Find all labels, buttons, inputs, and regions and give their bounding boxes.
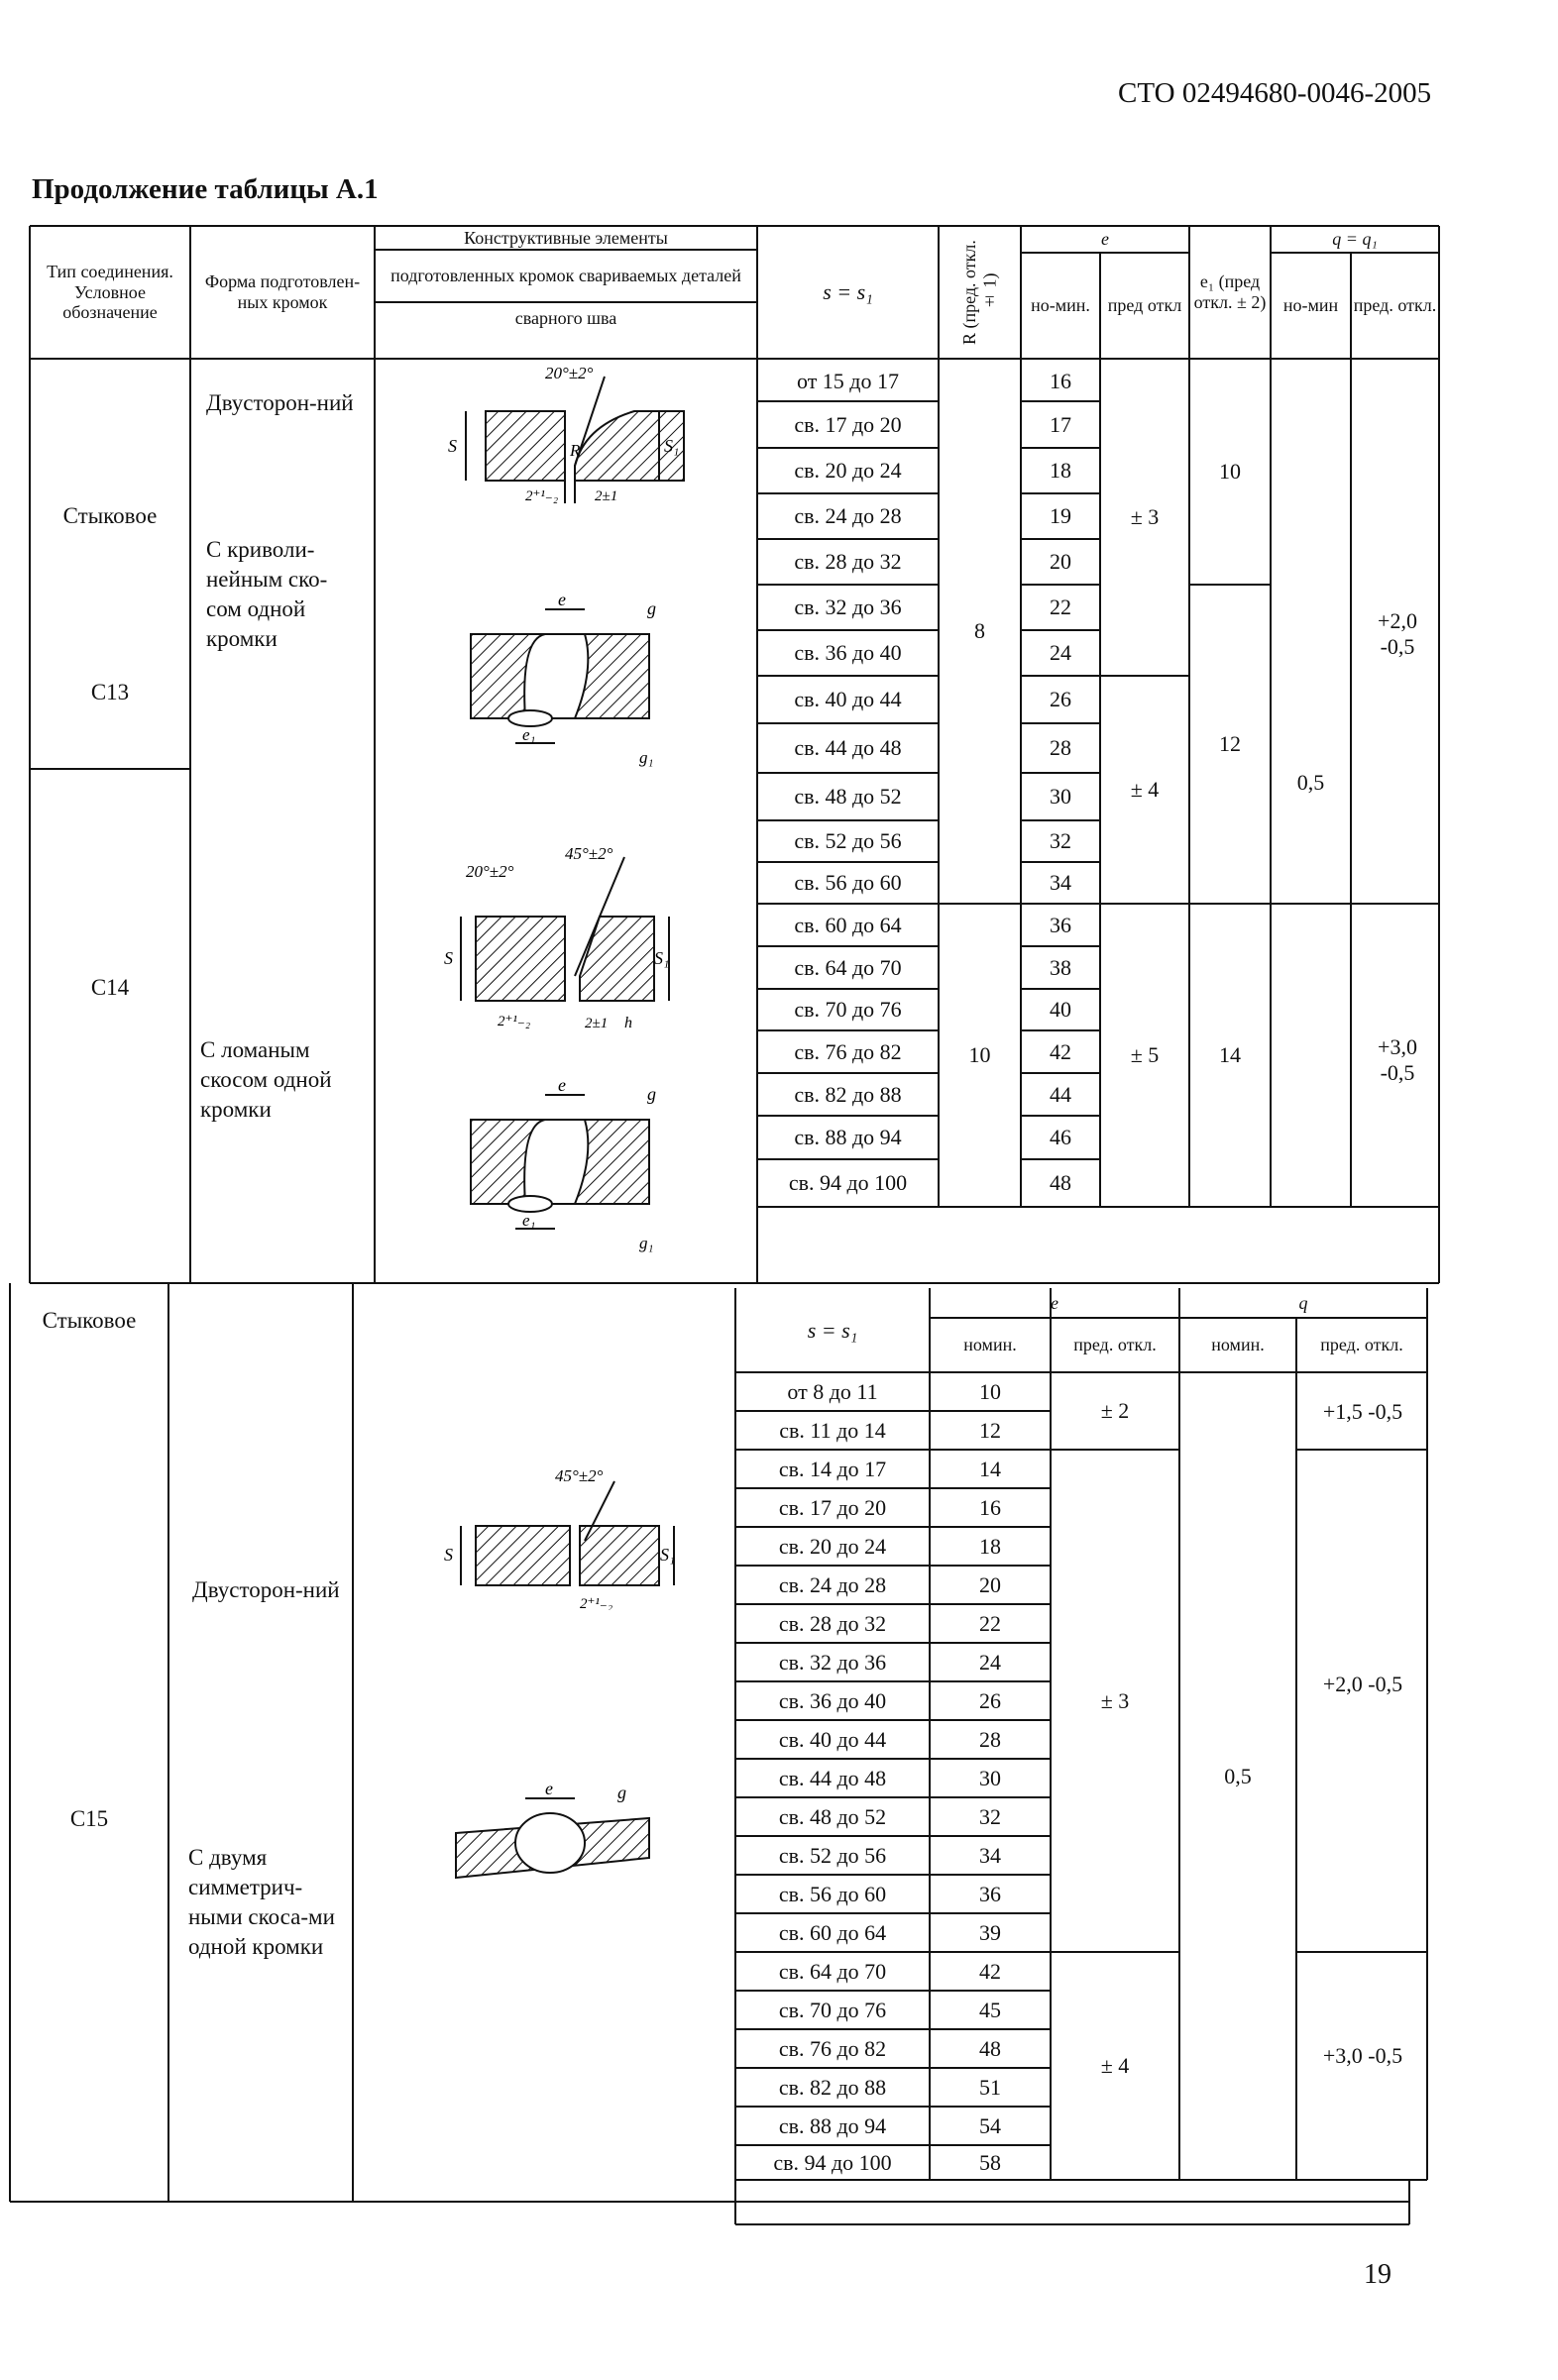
bottom-q-deviation-3: +3,0 -0,5	[1322, 2043, 1403, 2069]
top-s-range: св. 24 до 28	[794, 503, 902, 529]
bottom-e-nominal: 12	[979, 1417, 1001, 1443]
top-e-nominal: 24	[1050, 640, 1071, 666]
c15-angle-label: 45°±2°	[555, 1466, 604, 1485]
table-title: Продолжение таблицы А.1	[32, 173, 379, 205]
top-e-nominal: 38	[1050, 954, 1071, 980]
document-code: СТО 02494680-0046-2005	[1118, 77, 1432, 109]
c13-e1-label: e₁	[522, 725, 536, 744]
c14-angle-20-label: 20°±2°	[466, 862, 514, 881]
top-s-range: св. 44 до 48	[794, 735, 902, 761]
bottom-header-e-nominal: номин.	[963, 1335, 1017, 1355]
bottom-s-range: св. 17 до 20	[778, 1494, 887, 1520]
header-q-deviation: пред. откл.	[1353, 295, 1437, 316]
top-e-nominal: 34	[1050, 870, 1071, 896]
bottom-e-nominal: 45	[979, 1997, 1001, 2022]
top-s-range: св. 76 до 82	[794, 1038, 902, 1064]
bottom-e-deviation-1: ± 2	[1100, 1398, 1130, 1424]
c14-gap-label: 2⁺¹₋₂	[498, 1014, 531, 1029]
top-e-nominal: 42	[1050, 1038, 1071, 1064]
top-e-nominal: 17	[1050, 411, 1071, 437]
c14-g1-label: g₁	[639, 1234, 654, 1252]
c15-e-label: e	[545, 1779, 553, 1798]
c13-angle-label: 20°±2°	[545, 364, 594, 382]
top-s-range: св. 88 до 94	[794, 1125, 902, 1150]
bottom-e-nominal: 34	[979, 1842, 1001, 1868]
header-R: R (пред. откл. ± 1)	[958, 240, 1000, 345]
bottom-header-s: s = s₁	[807, 1317, 858, 1343]
bottom-s-range: св. 28 до 32	[778, 1610, 887, 1636]
c13-R-label: R	[570, 441, 581, 460]
e-deviation-2: ± 4	[1130, 777, 1160, 803]
e-deviation-1: ± 3	[1130, 504, 1160, 530]
c14-edge-drawing	[426, 837, 704, 1035]
q-deviation-1: +2,0 -0,5	[1378, 608, 1417, 659]
bottom-s-range: св. 11 до 14	[779, 1417, 886, 1443]
bottom-e-nominal: 28	[979, 1726, 1001, 1752]
header-prepared-edges: подготовленных кромок свариваемых деталей	[390, 265, 741, 285]
bottom-header-e: e	[1051, 1292, 1058, 1313]
form-curved-bevel: С криволи-нейным ско-сом одной кромки	[206, 537, 328, 651]
top-s-range: св. 70 до 76	[794, 997, 902, 1023]
header-e-nominal: но-мин.	[1031, 295, 1090, 316]
header-connection-type: Тип соединения. Условное обозначение	[47, 261, 173, 323]
c14-s1-label: S₁	[654, 948, 670, 968]
form-symmetric-bevels: С двумя симметрич-ными скоса-ми одной кромки	[188, 1845, 335, 1959]
top-e-nominal: 19	[1050, 503, 1071, 529]
bottom-e-nominal: 39	[979, 1919, 1001, 1945]
bottom-e-nominal: 32	[979, 1803, 1001, 1829]
bottom-q-deviation-2: +2,0 -0,5	[1322, 1672, 1403, 1697]
c15-edge-drawing	[426, 1461, 704, 1610]
R-value-1: 8	[974, 618, 985, 644]
top-e-nominal: 20	[1050, 549, 1071, 575]
top-e-nominal: 28	[1050, 735, 1071, 761]
bottom-e-nominal: 16	[979, 1494, 1001, 1520]
bottom-s-range: от 8 до 11	[787, 1378, 878, 1404]
bottom-s-range: св. 70 до 76	[778, 1997, 887, 2022]
bottom-e-nominal: 30	[979, 1765, 1001, 1790]
bottom-header-q-deviation: пред. откл.	[1320, 1335, 1403, 1355]
form-two-sided: Двусторон-ний	[206, 390, 354, 415]
bottom-e-nominal: 10	[979, 1378, 1001, 1404]
bottom-e-nominal: 26	[979, 1687, 1001, 1713]
bottom-s-range: св. 52 до 56	[778, 1842, 887, 1868]
form-two-sided-bottom: Двусторон-ний	[192, 1577, 340, 1602]
q-nominal: 0,5	[1296, 770, 1325, 796]
c14-g-label: g	[647, 1084, 656, 1104]
q-deviation-2: +3,0 -0,5	[1378, 1034, 1417, 1085]
top-e-nominal: 46	[1050, 1125, 1071, 1150]
header-constructive-elements: Конструктивные элементы	[464, 227, 668, 248]
top-e-nominal: 18	[1050, 458, 1071, 484]
top-e-nominal: 30	[1050, 784, 1071, 810]
bottom-s-range: св. 88 до 94	[778, 2112, 887, 2138]
c14-e1-label: e₁	[522, 1211, 536, 1230]
bottom-q-nominal: 0,5	[1224, 1763, 1252, 1788]
page-number: 19	[1364, 2259, 1391, 2290]
c13-edge-drawing	[426, 357, 704, 505]
c13-s1-label: S₁	[664, 436, 680, 456]
top-s-range: св. 40 до 44	[794, 687, 902, 712]
header-q: q = q₁	[1332, 229, 1378, 250]
bottom-e-deviation-3: ± 4	[1100, 2053, 1130, 2079]
c13-g-label: g	[647, 598, 656, 618]
c13-gap-label: 2⁺¹₋₂	[525, 488, 559, 504]
header-edge-form: Форма подготовлен-ных кромок	[204, 271, 361, 312]
header-e1: e₁ (пред откл. ± 2)	[1193, 271, 1267, 312]
top-e-nominal: 22	[1050, 595, 1071, 620]
e1-value-3: 14	[1219, 1042, 1241, 1068]
bottom-e-nominal: 20	[979, 1571, 1001, 1597]
top-e-nominal: 26	[1050, 687, 1071, 712]
bottom-s-range: св. 56 до 60	[778, 1881, 887, 1906]
e-deviation-3: ± 5	[1130, 1042, 1160, 1068]
top-s-range: св. 32 до 36	[794, 595, 902, 620]
bottom-s-range: св. 20 до 24	[778, 1533, 887, 1559]
bottom-q-deviation-1: +1,5 -0,5	[1322, 1399, 1403, 1425]
header-e-deviation: пред откл	[1107, 295, 1182, 316]
bottom-e-nominal: 14	[979, 1456, 1001, 1481]
c14-h-label: h	[624, 1015, 632, 1031]
top-e-nominal: 44	[1050, 1081, 1071, 1107]
bottom-e-nominal: 18	[979, 1533, 1001, 1559]
top-e-nominal: 40	[1050, 997, 1071, 1023]
header-e: e	[1101, 229, 1109, 250]
c13-g1-label: g₁	[639, 748, 654, 767]
bottom-header-q: q	[1298, 1292, 1308, 1313]
header-s: s = s₁	[823, 279, 873, 305]
bottom-s-range: св. 36 до 40	[778, 1687, 887, 1713]
R-value-2: 10	[968, 1042, 991, 1068]
top-e-nominal: 16	[1050, 368, 1071, 393]
bottom-header-q-nominal: номин.	[1211, 1335, 1265, 1355]
c14-e-label: e	[558, 1075, 566, 1095]
c13-weld-drawing	[461, 590, 669, 773]
header-q-nominal: но-мин	[1282, 295, 1339, 316]
top-s-range: св. 82 до 88	[794, 1081, 902, 1107]
bottom-e-nominal: 24	[979, 1649, 1001, 1675]
bottom-s-range: св. 94 до 100	[773, 2149, 892, 2175]
bottom-s-range: св. 24 до 28	[778, 1571, 887, 1597]
form-broken-bevel: С ломаным скосом одной кромки	[200, 1037, 332, 1122]
c14-weld-drawing	[461, 1075, 669, 1258]
bottom-e-deviation-2: ± 3	[1100, 1687, 1130, 1713]
top-s-range: св. 17 до 20	[794, 411, 902, 437]
top-e-nominal: 48	[1050, 1170, 1071, 1196]
bottom-s-range: св. 32 до 36	[778, 1649, 887, 1675]
c15-s1-label: S₁	[660, 1545, 676, 1565]
bottom-e-nominal: 36	[979, 1881, 1001, 1906]
top-s-range: св. 20 до 24	[794, 458, 902, 484]
bottom-s-range: св. 48 до 52	[778, 1803, 887, 1829]
top-e-nominal: 32	[1050, 828, 1071, 854]
bottom-s-range: св. 14 до 17	[778, 1456, 887, 1481]
bottom-e-nominal: 48	[979, 2035, 1001, 2061]
bottom-s-range: св. 40 до 44	[778, 1726, 887, 1752]
c15-weld-drawing	[451, 1779, 669, 1907]
bottom-e-nominal: 51	[979, 2074, 1001, 2100]
e1-value-2: 12	[1219, 731, 1241, 757]
top-e-nominal: 36	[1050, 912, 1071, 937]
designation-c15: С15	[69, 1806, 109, 1831]
c15-gap-label: 2⁺¹₋₂	[580, 1596, 613, 1610]
top-s-range: св. 36 до 40	[794, 640, 902, 666]
top-s-range: св. 48 до 52	[794, 784, 902, 810]
bottom-e-nominal: 58	[979, 2149, 1001, 2175]
bottom-header-e-deviation: пред. откл.	[1073, 1335, 1157, 1355]
top-s-range: св. 28 до 32	[794, 549, 902, 575]
top-s-range: св. 52 до 56	[794, 828, 902, 854]
bottom-e-nominal: 22	[979, 1610, 1001, 1636]
bottom-s-range: св. 64 до 70	[778, 1958, 887, 1984]
e1-value-1: 10	[1219, 459, 1241, 485]
bottom-e-nominal: 42	[979, 1958, 1001, 1984]
top-s-range: св. 60 до 64	[794, 912, 902, 937]
type-butt-label: Стыковое	[62, 503, 158, 528]
bottom-s-range: св. 60 до 64	[778, 1919, 887, 1945]
bottom-s-range: св. 76 до 82	[778, 2035, 887, 2061]
c15-g-label: g	[617, 1783, 626, 1802]
bottom-s-range: св. 82 до 88	[778, 2074, 887, 2100]
top-s-range: св. 64 до 70	[794, 954, 902, 980]
c13-root-label: 2±1	[595, 488, 618, 504]
bottom-s-range: св. 44 до 48	[778, 1765, 887, 1790]
bottom-e-nominal: 54	[979, 2112, 1001, 2138]
top-s-range: св. 94 до 100	[788, 1170, 908, 1196]
top-s-range: св. 56 до 60	[794, 870, 902, 896]
designation-c13: С13	[90, 680, 130, 704]
c14-angle-45-label: 45°±2°	[565, 844, 613, 863]
c13-e-label: e	[558, 590, 566, 609]
type-butt-label-bottom: Стыковое	[42, 1308, 137, 1333]
header-weld-seam: сварного шва	[514, 307, 617, 328]
c13-s-label: S	[448, 436, 457, 456]
c15-s-label: S	[444, 1545, 453, 1565]
c14-root-label: 2±1	[585, 1016, 609, 1031]
designation-c14: С14	[90, 975, 130, 1000]
c14-s-label: S	[444, 948, 453, 968]
top-s-range: от 15 до 17	[796, 368, 900, 393]
